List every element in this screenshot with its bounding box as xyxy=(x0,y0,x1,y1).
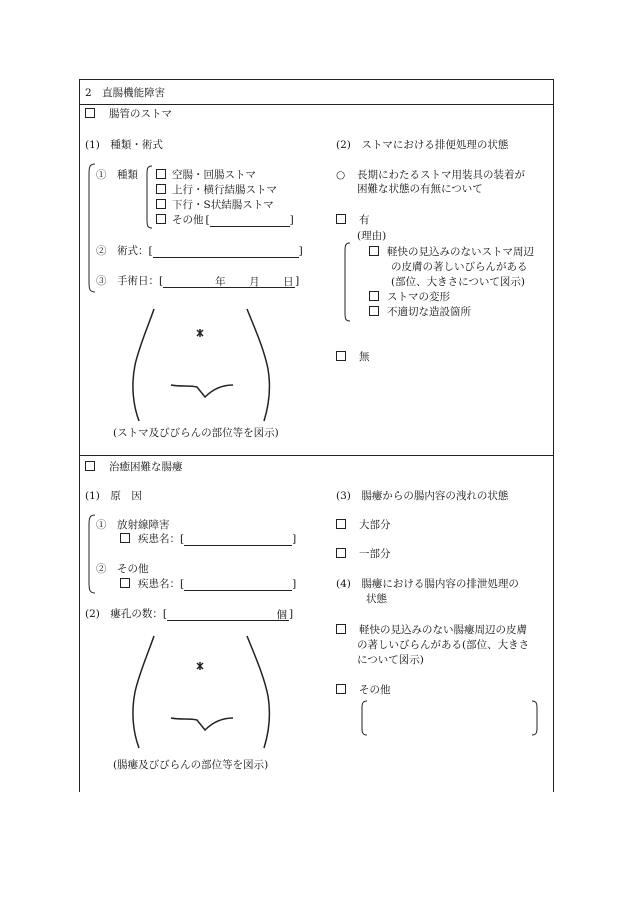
type-option: 下行・S状結腸ストマ xyxy=(156,198,274,212)
treatment-heading: (4) 腸瘻における腸内容の排泄処理の xyxy=(336,578,519,590)
treatment-checkbox[interactable] xyxy=(336,624,346,634)
type-checkbox[interactable] xyxy=(156,199,166,209)
reason-checkbox[interactable] xyxy=(369,246,379,256)
type-label: ① 種類 xyxy=(96,169,138,181)
fistula-section-heading: 治癒困難な腸瘻 xyxy=(85,460,183,474)
treatment-option-cont: の著しいびらんがある(部位、大きさ xyxy=(357,639,530,651)
cause-heading: (1) 原 因 xyxy=(85,490,142,502)
yes-checkbox[interactable] xyxy=(336,214,346,224)
disease-checkbox[interactable] xyxy=(120,533,130,543)
disease-field[interactable] xyxy=(184,533,292,546)
reason-option: 不適切な造設箇所 xyxy=(369,305,471,319)
no-option: 無 xyxy=(336,350,370,364)
other-treatment-field[interactable] xyxy=(361,700,539,736)
stoma-type-heading: (1) 種類・術式 xyxy=(85,139,163,151)
disease-checkbox[interactable] xyxy=(120,578,130,588)
treatment-heading-cont: 状態 xyxy=(366,593,387,605)
leak-option: 大部分 xyxy=(336,518,391,532)
type-option: 上行・横行結腸ストマ xyxy=(156,183,277,197)
reason-option: ストマの変形 xyxy=(369,290,450,304)
reason-option-cont: の皮膚の著しいびらんがある xyxy=(391,261,528,273)
appliance-question-cont: 困難な状態の有無について xyxy=(357,183,483,195)
reason-option: 軽快の見込みのないストマ周辺 xyxy=(369,245,534,259)
stoma-disposal-heading: (2) ストマにおける排便処理の状態 xyxy=(336,139,509,151)
cause-radiation: ① 放射線障害 xyxy=(96,519,170,531)
fistula-section-checkbox[interactable] xyxy=(85,461,95,471)
cause-brace xyxy=(86,514,96,594)
appliance-question: ○ 長期にわたるストマ用装具の装着が xyxy=(336,169,525,181)
header-divider xyxy=(79,104,553,105)
reason-checkbox[interactable] xyxy=(369,306,379,316)
leak-option: 一部分 xyxy=(336,547,391,561)
fistula-diagram-caption: (腸瘻及びびらんの部位等を図示) xyxy=(113,759,269,771)
form-title: 2 直腸機能障害 xyxy=(85,87,166,99)
type-checkbox[interactable] xyxy=(156,169,166,179)
stoma-diagram-caption: (ストマ及びびらんの部位等を図示) xyxy=(113,427,279,439)
stoma-section-heading: 腸管のストマ xyxy=(85,107,172,121)
leak-checkbox[interactable] xyxy=(336,519,346,529)
yes-option: 有 xyxy=(336,213,370,227)
abdomen-diagram xyxy=(127,632,277,752)
treatment-option: 軽快の見込みのない腸瘻周辺の皮膚 xyxy=(336,623,527,637)
cause-other: ② その他 xyxy=(96,563,149,575)
type-group-brace xyxy=(86,163,96,293)
fistula-count-field[interactable]: 個 xyxy=(167,608,289,621)
treatment-checkbox[interactable] xyxy=(336,684,346,694)
reason-checkbox[interactable] xyxy=(369,291,379,301)
treatment-option-cont: について図示) xyxy=(357,654,424,666)
surgery-date-field[interactable]: 年 月 日 xyxy=(163,275,295,288)
disease-field[interactable] xyxy=(184,578,292,591)
abdomen-diagram xyxy=(127,305,277,425)
leak-checkbox[interactable] xyxy=(336,548,346,558)
type-options-brace xyxy=(143,165,153,229)
reason-label: (理由) xyxy=(357,230,387,242)
type-checkbox[interactable] xyxy=(156,184,166,194)
reason-option-cont: (部位、大きさについて図示) xyxy=(391,276,525,288)
type-checkbox[interactable] xyxy=(156,214,166,224)
fistula-count-row: (2) 瘻孔の数：[ 個 ] xyxy=(85,608,294,621)
type-option: その他 [ ] xyxy=(156,213,294,227)
surgery-field[interactable] xyxy=(153,245,299,258)
leak-heading: (3) 腸瘻からの腸内容の洩れの状態 xyxy=(336,490,509,502)
treatment-option: その他 xyxy=(336,683,391,697)
no-checkbox[interactable] xyxy=(336,351,346,361)
surgery-row: ② 術式：[ ] xyxy=(96,245,303,257)
other-type-field[interactable] xyxy=(210,214,290,227)
reason-brace xyxy=(341,242,351,322)
disease-row: 疾患名：[ ] xyxy=(120,577,296,591)
stoma-section-checkbox[interactable] xyxy=(85,108,95,118)
disease-row: 疾患名：[ ] xyxy=(120,532,296,546)
section-divider xyxy=(79,455,553,456)
type-option: 空腸・回腸ストマ xyxy=(156,168,256,182)
surgery-date-row: ③ 手術日：[ 年 月 日 ] xyxy=(96,275,300,288)
